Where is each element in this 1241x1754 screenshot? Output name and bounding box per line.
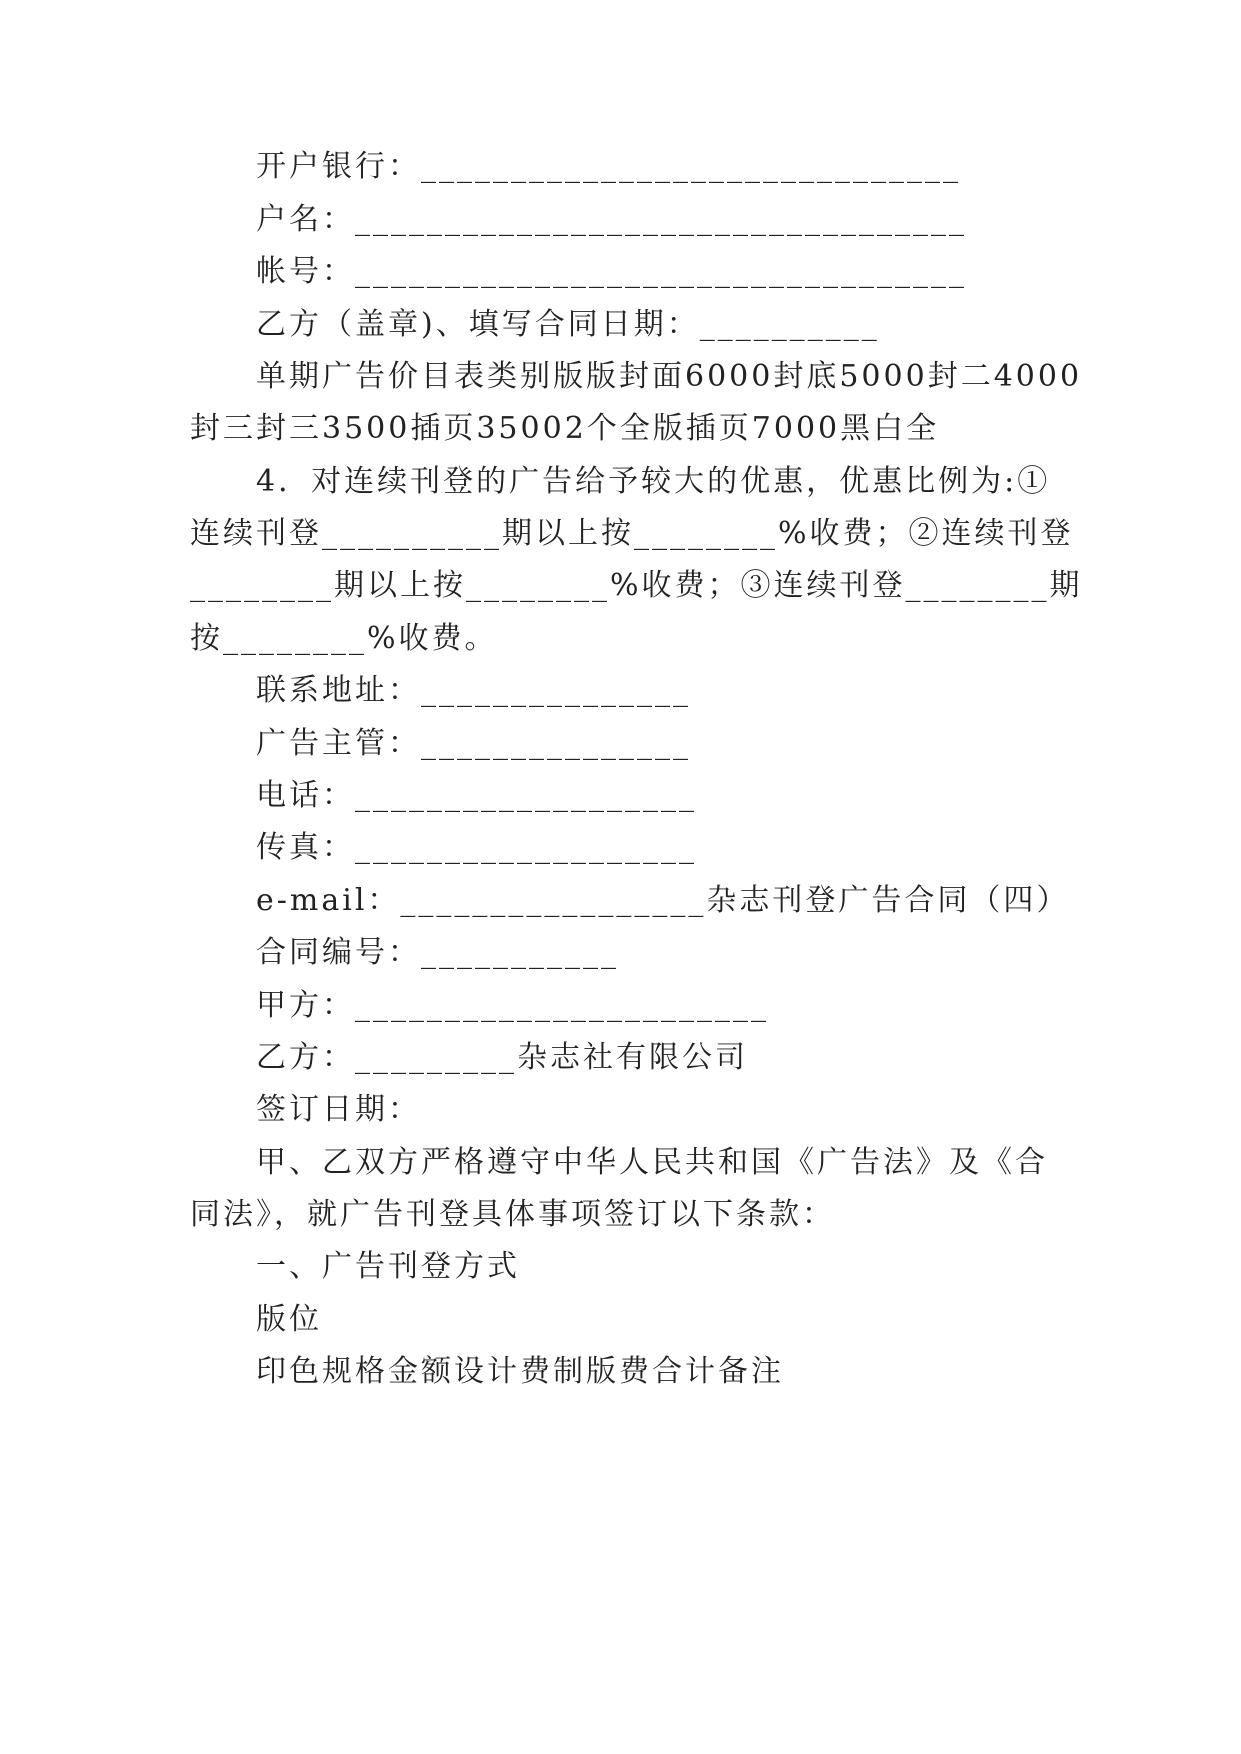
party-b-seal-date-line: 乙方（盖章)、填写合同日期：__________	[256, 307, 880, 342]
email-title-line: e-mail：_________________杂志刊登广告合同（四）	[256, 883, 1070, 918]
table-header-line: 印色规格金额设计费制版费合计备注	[256, 1354, 784, 1389]
party-b-line: 乙方：_________杂志社有限公司	[256, 1040, 748, 1075]
section-heading: 一、广告刊登方式	[256, 1249, 520, 1284]
discount-paragraph-line-3: ________期以上按________%收费；③连续刊登________期	[190, 568, 1083, 603]
price-list-line-2: 封三封三3500插页35002个全版插页7000黑白全	[190, 411, 940, 446]
discount-paragraph-line-1: 4．对连续刊登的广告给予较大的优惠，优惠比例为:①	[256, 464, 1051, 499]
contract-number-line: 合同编号：___________	[256, 935, 619, 970]
preamble-line-1: 甲、乙双方严格遵守中华人民共和国《广告法》及《合	[256, 1145, 1048, 1180]
discount-paragraph-line-4: 按________%收费。	[190, 621, 498, 656]
account-number-line: 帐号：__________________________________	[256, 254, 967, 289]
fax-line: 传真：___________________	[256, 830, 697, 865]
signing-date-line: 签订日期：	[256, 1092, 421, 1127]
bank-line: 开户银行：______________________________	[256, 149, 961, 184]
ad-manager-line: 广告主管：_______________	[256, 726, 691, 761]
price-list-line-1: 单期广告价目表类别版版封面6000封底5000封二4000	[256, 359, 1083, 394]
party-a-line: 甲方：_______________________	[256, 988, 769, 1023]
phone-line: 电话：___________________	[256, 778, 697, 813]
account-name-line: 户名：__________________________________	[256, 202, 967, 237]
contact-address-line: 联系地址：_______________	[256, 673, 691, 708]
preamble-line-2: 同法》，就广告刊登具体事项签订以下条款：	[190, 1197, 835, 1232]
discount-paragraph-line-2: 连续刊登__________期以上按________%收费；②连续刊登	[190, 516, 1074, 551]
position-label: 版位	[256, 1302, 322, 1337]
